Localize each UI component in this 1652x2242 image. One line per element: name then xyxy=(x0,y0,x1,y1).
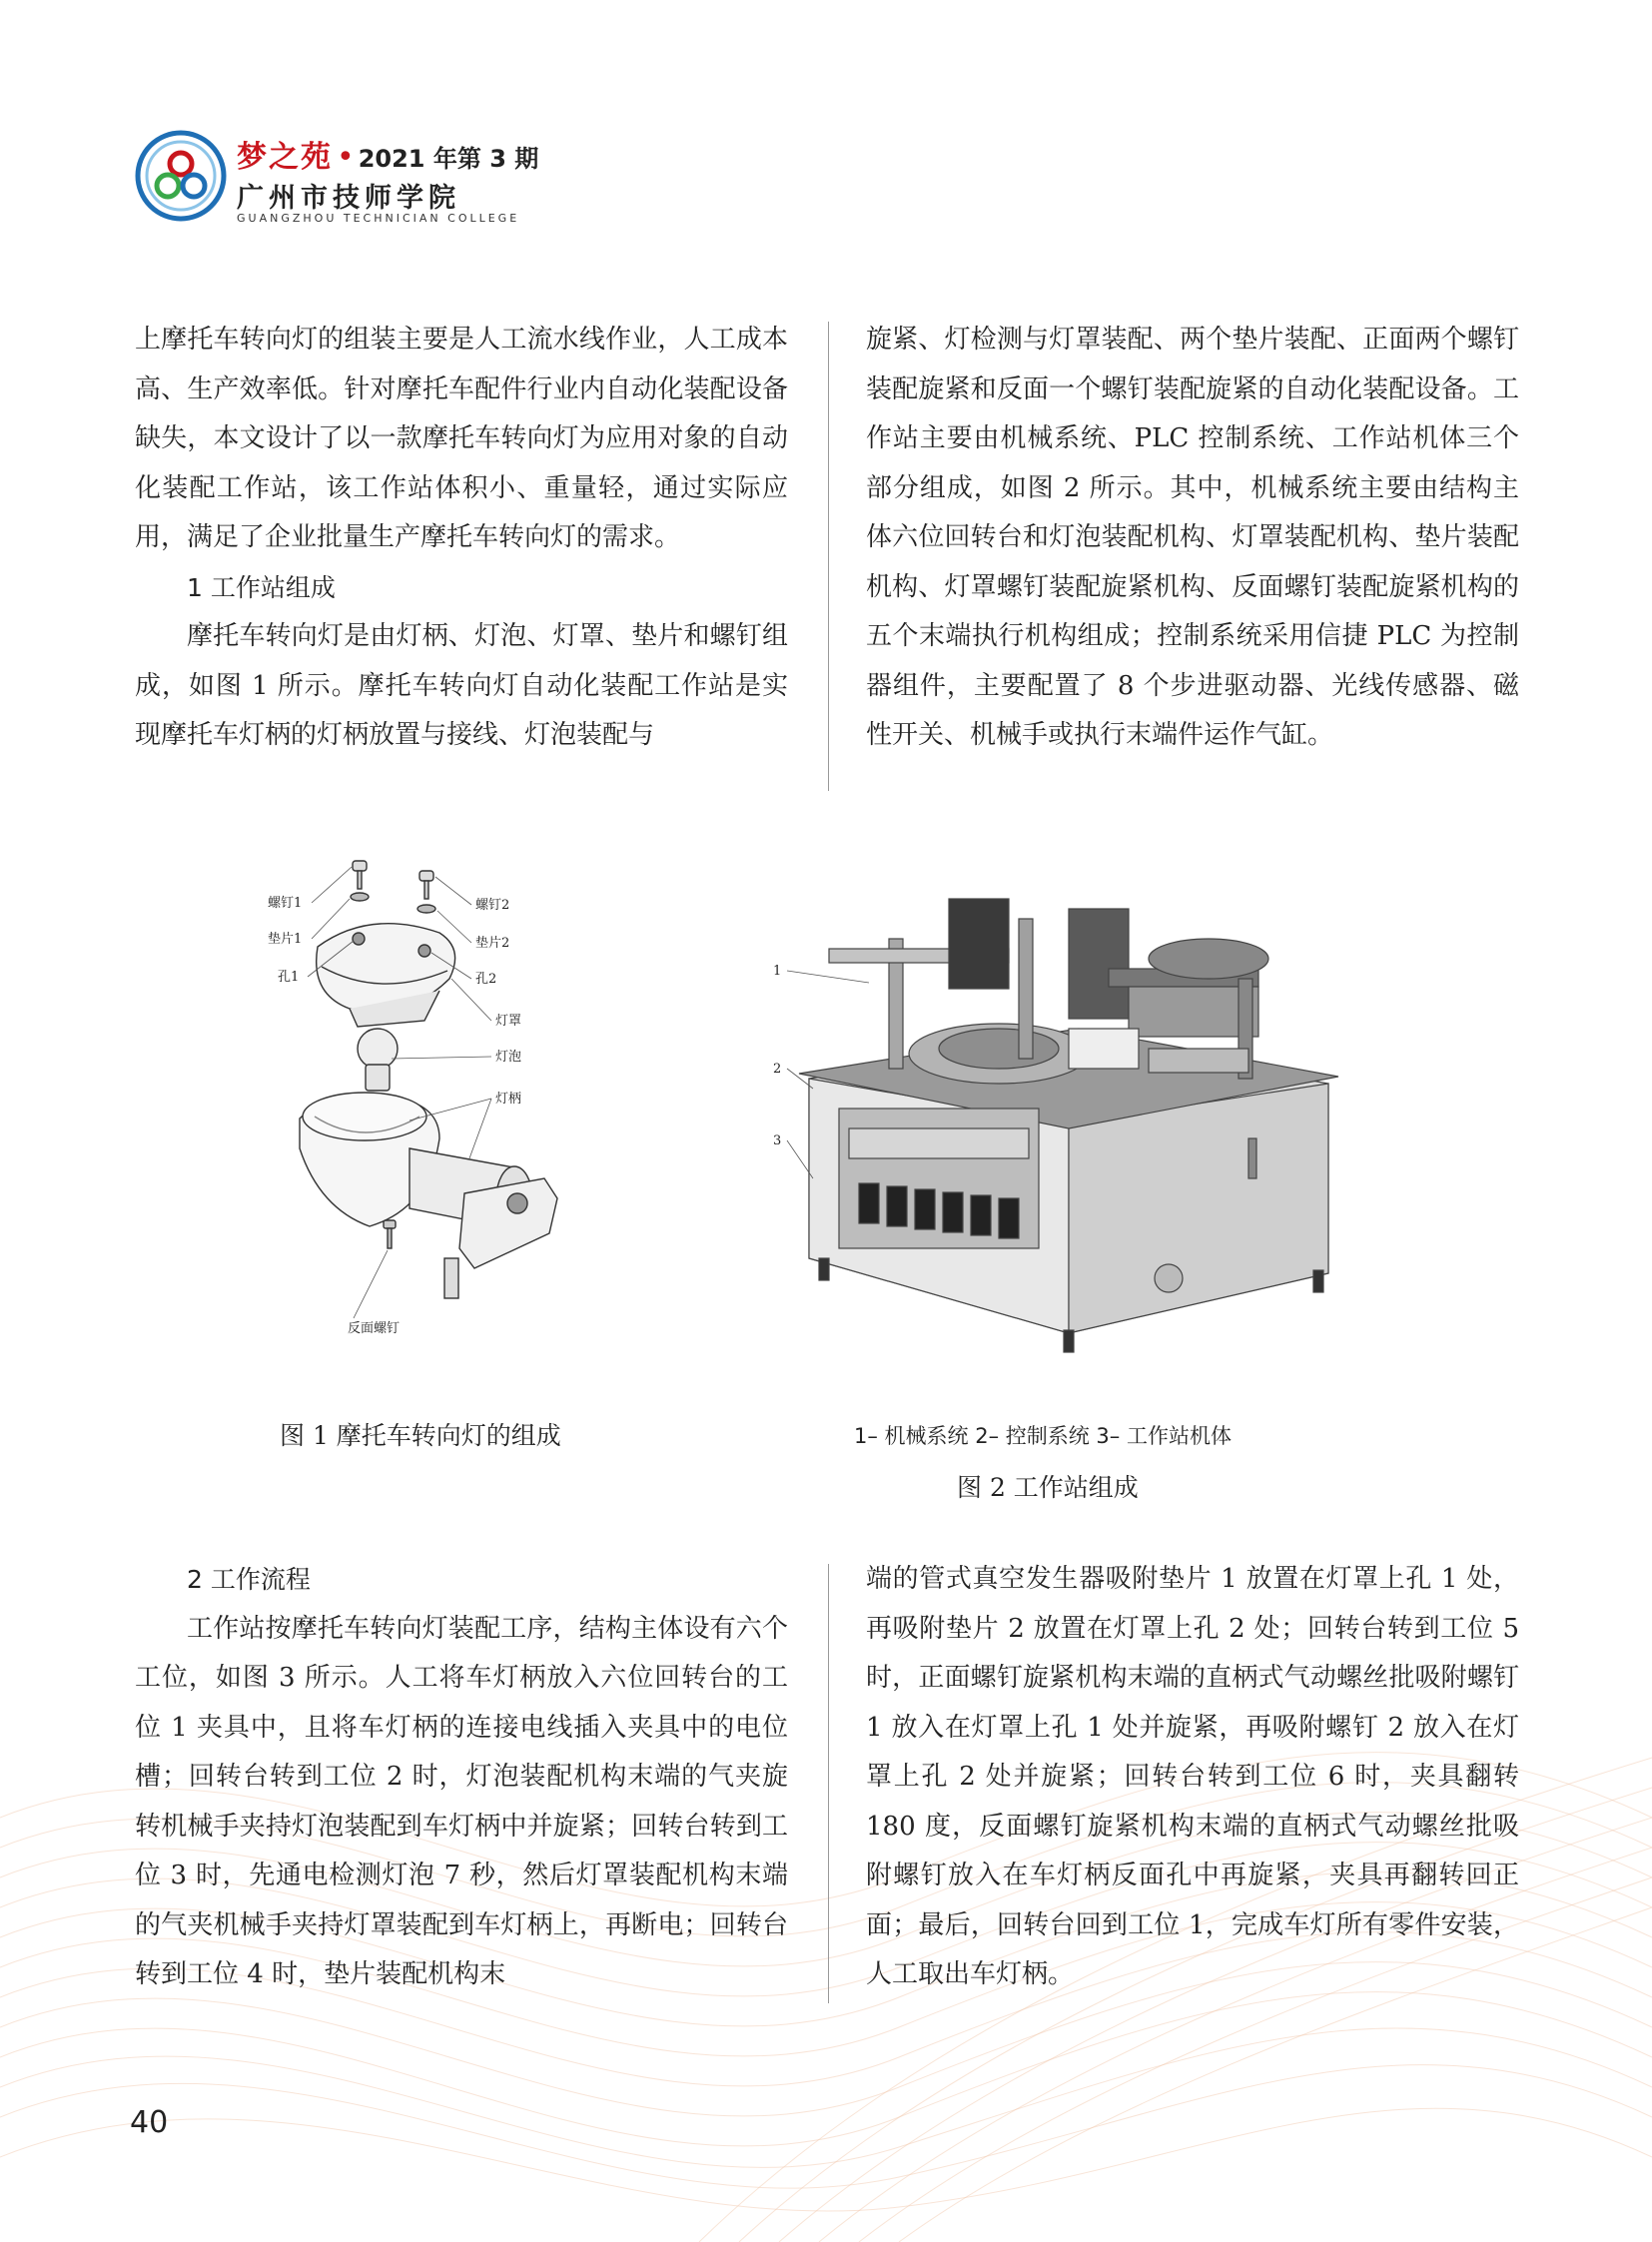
label-handle: 灯柄 xyxy=(495,1092,522,1107)
page-header xyxy=(135,130,634,230)
label-screw-2: 螺钉2 xyxy=(475,898,510,913)
magazine-name: 梦之苑 xyxy=(237,140,333,175)
label-hole-2: 孔2 xyxy=(475,972,497,987)
callout-2: 2 xyxy=(773,1062,782,1077)
figure-2-caption: 图 2 工作站组成 xyxy=(957,1473,1139,1502)
issue-label: 2021 年第 3 期 xyxy=(358,145,539,173)
section-1-paragraph-right: 旋紧、灯检测与灯罩装配、两个垫片装配、正面两个螺钉装配旋紧和反面一个螺钉装配旋紧的自动化装配设备。工作站主要由机械系统、PLC 控制系统、工作站机体三个部分组成，如图 2 所示。其中，机械系统主要由结构主体六位回转台和灯泡装配机构、灯罩装配机构、垫片装配机构、灯罩螺钉装配旋紧机构、反面螺钉装配旋紧机构的五个末端执行机构组成；控制系统采用信捷 PLC 为控制器组件，主要配置了 8 个步进驱动器、光线传感器、磁性开关、机械手或执行末端件运作气缸。 xyxy=(866,325,1519,750)
right-column-top xyxy=(866,316,1519,761)
page-number: 40 xyxy=(130,2105,169,2140)
label-bulb: 灯泡 xyxy=(495,1050,522,1065)
section-2-paragraph-right: 端的管式真空发生器吸附垫片 1 放置在灯罩上孔 1 处，再吸附垫片 2 放置在灯罩上孔 2 处；回转台转到工位 5 时，正面螺钉旋紧机构末端的直柄式气动螺丝批吸附螺钉 1 放入在灯罩上孔 1 处并旋紧，再吸附螺钉 2 放入在灯罩上孔 2 处并旋紧；回转台转到工位 6 时，夹具翻转 180 度，反面螺钉旋紧机构末端的直柄式气动螺丝批吸附螺钉放入在车灯柄反面孔中再旋紧，夹具再翻转回正面；最后，回转台回到工位 1，完成车灯所有零件安装，人工取出车灯柄。 xyxy=(866,1564,1519,1989)
left-column-top xyxy=(135,316,788,761)
label-washer-2: 垫片2 xyxy=(475,936,510,951)
figure-2-workstation xyxy=(769,879,1348,1358)
section-2-paragraph-left: 工作站按摩托车转向灯装配工序，结构主体设有六个工位，如图 3 所示。人工将车灯柄放入六位回转台的工位 1 夹具中，且将车灯柄的连接电线插入夹具中的电位槽；回转台转到工位 2 时，灯泡装配机构末端的气夹旋转机械手夹持灯泡装配到车灯柄中并旋紧；回转台转到工位 3 时，先通电检测灯泡 7 秒，然后灯罩装配机构末端的气夹机械手夹持灯罩装配到车灯柄上，再断电；回转台转到工位 4 时，垫片装配机构末 xyxy=(135,1613,788,1989)
figure-1-caption: 图 1 摩托车转向灯的组成 xyxy=(280,1421,561,1450)
callout-1: 1 xyxy=(773,964,782,979)
masthead xyxy=(237,132,538,176)
label-hole-1: 孔1 xyxy=(278,970,300,985)
intro-paragraph: 上摩托车转向灯的组装主要是人工流水线作业，人工成本高、生产效率低。针对摩托车配件行业内自动化装配设备缺失，本文设计了以一款摩托车转向灯为应用对象的自动化装配工作站，该工作站体积小、重量轻，通过实际应用，满足了企业批量生产摩托车转向灯的需求。 xyxy=(135,325,788,552)
section-2-heading: 2 工作流程 xyxy=(187,1565,311,1594)
figure-2-legend: 1– 机械系统 2– 控制系统 3– 工作站机体 xyxy=(854,1424,1232,1448)
callout-3: 3 xyxy=(773,1133,782,1148)
right-column-bottom xyxy=(866,1555,1519,2000)
figure-1-turn-signal-exploded xyxy=(260,849,619,1348)
column-divider-bottom xyxy=(828,1564,829,2003)
left-column-bottom xyxy=(135,1555,788,2000)
column-divider xyxy=(828,322,829,791)
separator-dot-icon: • xyxy=(337,140,355,175)
label-washer-1: 垫片1 xyxy=(268,932,303,947)
section-1-paragraph-left: 摩托车转向灯是由灯柄、灯泡、灯罩、垫片和螺钉组成，如图 1 所示。摩托车转向灯自动化装配工作站是实现摩托车灯柄的灯柄放置与接线、灯泡装配与 xyxy=(135,621,788,750)
school-logo-icon xyxy=(135,130,227,222)
label-screw-1: 螺钉1 xyxy=(268,896,303,911)
label-cover: 灯罩 xyxy=(495,1014,522,1029)
school-name-en: GUANGZHOU TECHNICIAN COLLEGE xyxy=(237,212,520,225)
school-name-cn: 广州市技师学院 xyxy=(237,183,460,214)
section-1-heading: 1 工作站组成 xyxy=(187,572,336,602)
label-back-screw: 反面螺钉 xyxy=(348,1321,401,1336)
